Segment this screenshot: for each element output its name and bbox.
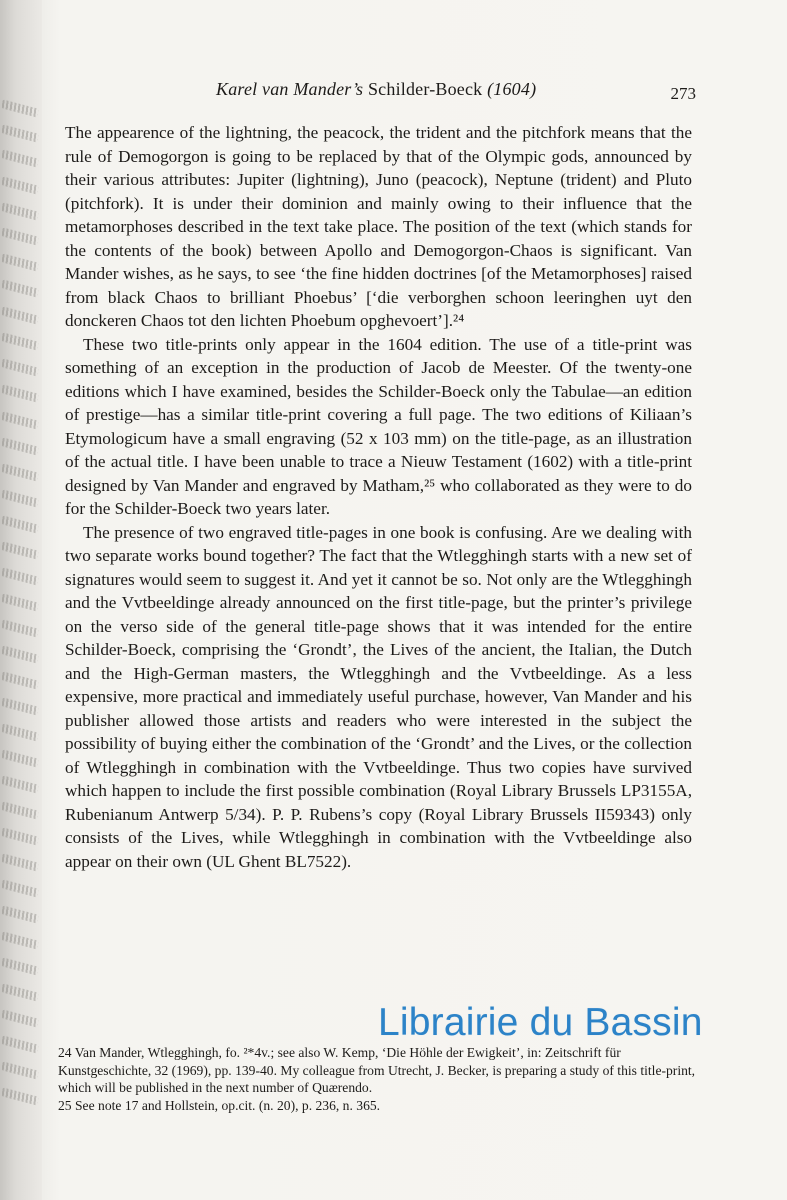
paragraph-3: The presence of two engraved title-pages in one book is confusing. Are we dealing with two separate works bound together? The fact that the Wtlegghingh starts with a new set of signatures would seem to suggest it. And yet it cannot be so. Not only are the Wtlegghingh and the Vvtbeeldinge already announced on the first title-page, but the printer’s privilege on the verso side of the general title-page shows that it was intended for the entire Schilder-Boeck, comprising the ‘Grondt’, the Lives of the ancient, the Italian, the Dutch and the High-German masters, the Wtlegghingh and the Vvtbeeldinge. As a less expensive, more practical and immediately useful purchase, however, Van Mander and his publisher allowed those artists and readers who were interested in the subject the possibility of buying either the combination of the ‘Grondt’ and the Lives, or the collection of Wtlegghingh in combination with the Vvtbeeldinge. Thus two copies have survived which happen to include the first possible combination (Royal Library Brussels LP3155A, Rubenianum Antwerp 5/34). P. P. Rubens’s copy (Royal Library Brussels II59343) only consists of the Lives, while Wtlegghingh in combination with the Vvtbeeldinge also appear on their own (UL Ghent BL7522). [65, 522, 692, 871]
facing-page-gutter [0, 0, 42, 1200]
header-year: (1604) [487, 79, 537, 99]
header-book-title: Schilder-Boeck [367, 79, 483, 99]
header-author: Karel van Mander’s [216, 79, 364, 99]
body-text [65, 121, 692, 873]
footnotes [58, 1044, 700, 1114]
seller-watermark: Librairie du Bassin [378, 1001, 703, 1044]
paragraph-2: These two title-prints only appear in the 1604 edition. The use of a title-print was something of an exception in the production of Jacob de Meester. Of the twenty-one editions which I have examined, besides the Schilder-Boeck only the Tabulae—an edition of prestige—has a similar title-print covering a full page. The two editions of Kiliaan’s Etymologicum have a small engraving (52 x 103 mm) on the title-page, as an illustration of the actual title. I have been unable to trace a Nieuw Testament (1602) with a title-print designed by Van Mander and engraved by Matham,²⁵ who collaborated as they were to do for the Schilder-Boeck two years later. [65, 334, 692, 518]
running-header [216, 78, 536, 100]
paragraph-1: The appearence of the lightning, the peacock, the trident and the pitchfork means that the rule of Demogorgon is going to be replaced by that of the Olympic gods, announced by their various attributes: Jupiter (lightning), Juno (peacock), Neptune (trident) and Pluto (pitchfork). It is under their dominion and mainly owing to their influence that the metamorphoses described in the text take place. The position of the text (which stands for the contents of the book) between Apollo and Demogorgon-Chaos is significant. Van Mander wishes, as he says, to see ‘the fine hidden doctrines [of the Metamorphoses] raised from black Chaos to brilliant Phoebus’ [‘die verborghen schoon leeringhen uyt den donckeren Chaos tot den lichten Phoebum opghevoert’].²⁴ [65, 123, 692, 330]
footnote-25: 25 See note 17 and Hollstein, op.cit. (n. 20), p. 236, n. 365. [58, 1097, 381, 1113]
footnote-24: 24 Van Mander, Wtlegghingh, fo. ²*4v.; see also W. Kemp, ‘Die Höhle der Ewigkeit’, in: Zeitschrift für Kunstgeschichte, 32 (1969), pp. 139-40. My colleague from Utrecht, J. Becker, is preparing a study of this title-print, which will be published in the next number of Quærendo. [58, 1045, 696, 1096]
page-number: 273 [670, 84, 696, 103]
